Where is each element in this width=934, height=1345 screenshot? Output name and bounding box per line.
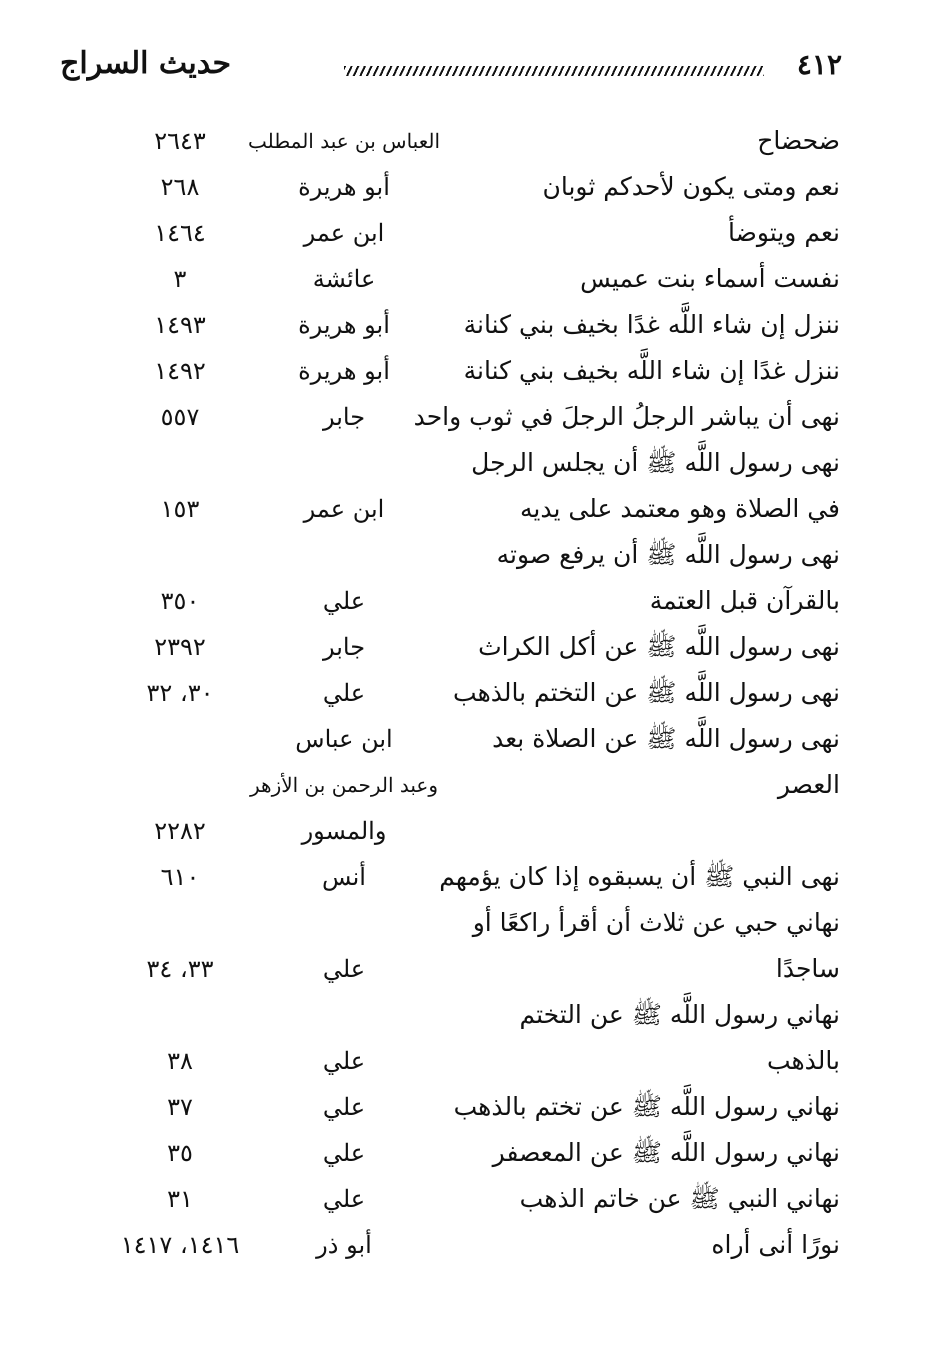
hadith-text: ننزل غدًا إن شاء اللَّه بخيف بني كنانة <box>463 356 840 385</box>
index-entry <box>0 440 934 486</box>
hadith-text: في الصلاة وهو معتمد على يديه <box>520 494 840 523</box>
hadith-text: نهى رسول اللَّه ﷺ عن أكل الكراث <box>478 632 840 661</box>
hadith-text: نعم ويتوضأ <box>728 218 840 247</box>
narrator: ابن عباس <box>295 725 393 753</box>
hadith-number: ٣٧ <box>167 1093 193 1121</box>
narrator: علي <box>322 1093 366 1121</box>
index-entry <box>0 716 934 762</box>
narrator: علي <box>322 1047 366 1075</box>
hadith-number: ٢٣٩٢ <box>154 633 206 661</box>
narrator: ابن عمر <box>303 495 385 523</box>
hadith-number: ١٤٩٣ <box>154 311 206 339</box>
narrator: علي <box>322 1185 366 1213</box>
hadith-number: ١٤١٦، ١٤١٧ <box>120 1231 240 1259</box>
hadith-text: نهى النبي ﷺ أن يسبقوه إذا كان يؤمهم <box>439 862 840 891</box>
narrator: علي <box>322 1139 366 1167</box>
hadith-number: ٣ <box>173 265 187 293</box>
index-entry <box>0 578 934 624</box>
hadith-number: ٣٣، ٣٤ <box>146 955 214 983</box>
hadith-text: نفست أسماء بنت عميس <box>580 264 840 293</box>
page-number: ٤١٢ <box>796 48 842 81</box>
hadith-text: نهاني رسول اللَّه ﷺ عن تختم بالذهب <box>453 1092 840 1121</box>
hadith-text: نهاني حبي عن ثلاث أن أقرأ راكعًا أو <box>472 908 840 937</box>
index-entry <box>0 992 934 1038</box>
hadith-text: ننزل إن شاء اللَّه غدًا بخيف بني كنانة <box>463 310 840 339</box>
index-entry <box>0 118 934 164</box>
hadith-index-list <box>0 118 934 1268</box>
index-entry <box>0 532 934 578</box>
narrator: أبو هريرة <box>298 311 390 339</box>
hadith-number: ٣١ <box>167 1185 193 1213</box>
hadith-number: ٢٦٤٣ <box>154 127 206 155</box>
index-entry <box>0 854 934 900</box>
hadith-number: ٣٨ <box>167 1047 193 1075</box>
index-entry <box>0 900 934 946</box>
narrator: علي <box>322 955 366 983</box>
hadith-text: نهاني النبي ﷺ عن خاتم الذهب <box>519 1184 840 1213</box>
index-entry <box>0 164 934 210</box>
hadith-text: نهى أن يباشر الرجلُ الرجلَ في ثوب واحد <box>413 402 840 431</box>
narrator: جابر <box>322 633 366 661</box>
narrator: والمسور <box>301 817 387 845</box>
index-entry <box>0 348 934 394</box>
hadith-text: نهى رسول اللَّه ﷺ عن التختم بالذهب <box>453 678 840 707</box>
hadith-text: ضحضاح <box>757 126 840 155</box>
index-entry <box>0 670 934 716</box>
hadith-text: العصر <box>777 770 840 799</box>
narrator: أبو هريرة <box>298 173 390 201</box>
narrator: جابر <box>322 403 366 431</box>
index-entry <box>0 302 934 348</box>
header-rule-ornament <box>344 66 764 76</box>
hadith-number: ٦١٠ <box>160 863 200 891</box>
narrator: أبو هريرة <box>298 357 390 385</box>
hadith-text: ساجدًا <box>775 954 840 983</box>
index-entry <box>0 486 934 532</box>
index-entry <box>0 1130 934 1176</box>
hadith-number: ٥٥٧ <box>160 403 200 431</box>
hadith-number: ٣٥ <box>167 1139 193 1167</box>
hadith-number: ١٥٣ <box>160 495 200 523</box>
narrator: علي <box>322 587 366 615</box>
index-entry <box>0 946 934 992</box>
hadith-text: نورًا أنى أراه <box>711 1230 840 1259</box>
hadith-number: ٢٢٨٢ <box>154 817 206 845</box>
narrator: ابن عمر <box>303 219 385 247</box>
hadith-text: نعم ومتى يكون لأحدكم ثوبان <box>542 172 840 201</box>
index-entry <box>0 1084 934 1130</box>
index-entry <box>0 394 934 440</box>
index-entry <box>0 1222 934 1268</box>
hadith-text: بالذهب <box>766 1046 840 1075</box>
hadith-number: ٢٦٨ <box>160 173 200 201</box>
index-entry <box>0 1038 934 1084</box>
narrator: أبو ذر <box>316 1231 372 1259</box>
narrator: العباس بن عبد المطلب <box>247 129 441 153</box>
hadith-text: نهى رسول اللَّه ﷺ عن الصلاة بعد <box>492 724 840 753</box>
hadith-text: نهاني رسول اللَّه ﷺ عن المعصفر <box>492 1138 840 1167</box>
narrator: علي <box>322 679 366 707</box>
narrator: عائشة <box>312 265 376 293</box>
hadith-text: نهى رسول اللَّه ﷺ أن يجلس الرجل <box>471 448 840 477</box>
narrator: أنس <box>322 863 366 891</box>
hadith-number: ٣٥٠ <box>160 587 200 615</box>
index-entry <box>0 256 934 302</box>
hadith-text: بالقرآن قبل العتمة <box>649 586 840 615</box>
hadith-number: ١٤٩٢ <box>154 357 206 385</box>
narrator: وعبد الرحمن بن الأزهر <box>249 773 439 797</box>
hadith-text: نهى رسول اللَّه ﷺ أن يرفع صوته <box>496 540 840 569</box>
page-header <box>60 48 842 88</box>
index-entry <box>0 1176 934 1222</box>
hadith-number: ١٤٦٤ <box>154 219 206 247</box>
running-title: حديث السراج <box>60 46 232 81</box>
index-entry <box>0 808 934 854</box>
index-entry <box>0 624 934 670</box>
hadith-text: نهاني رسول اللَّه ﷺ عن التختم <box>519 1000 840 1029</box>
index-entry <box>0 762 934 808</box>
index-entry <box>0 210 934 256</box>
hadith-number: ٣٠، ٣٢ <box>146 679 214 707</box>
